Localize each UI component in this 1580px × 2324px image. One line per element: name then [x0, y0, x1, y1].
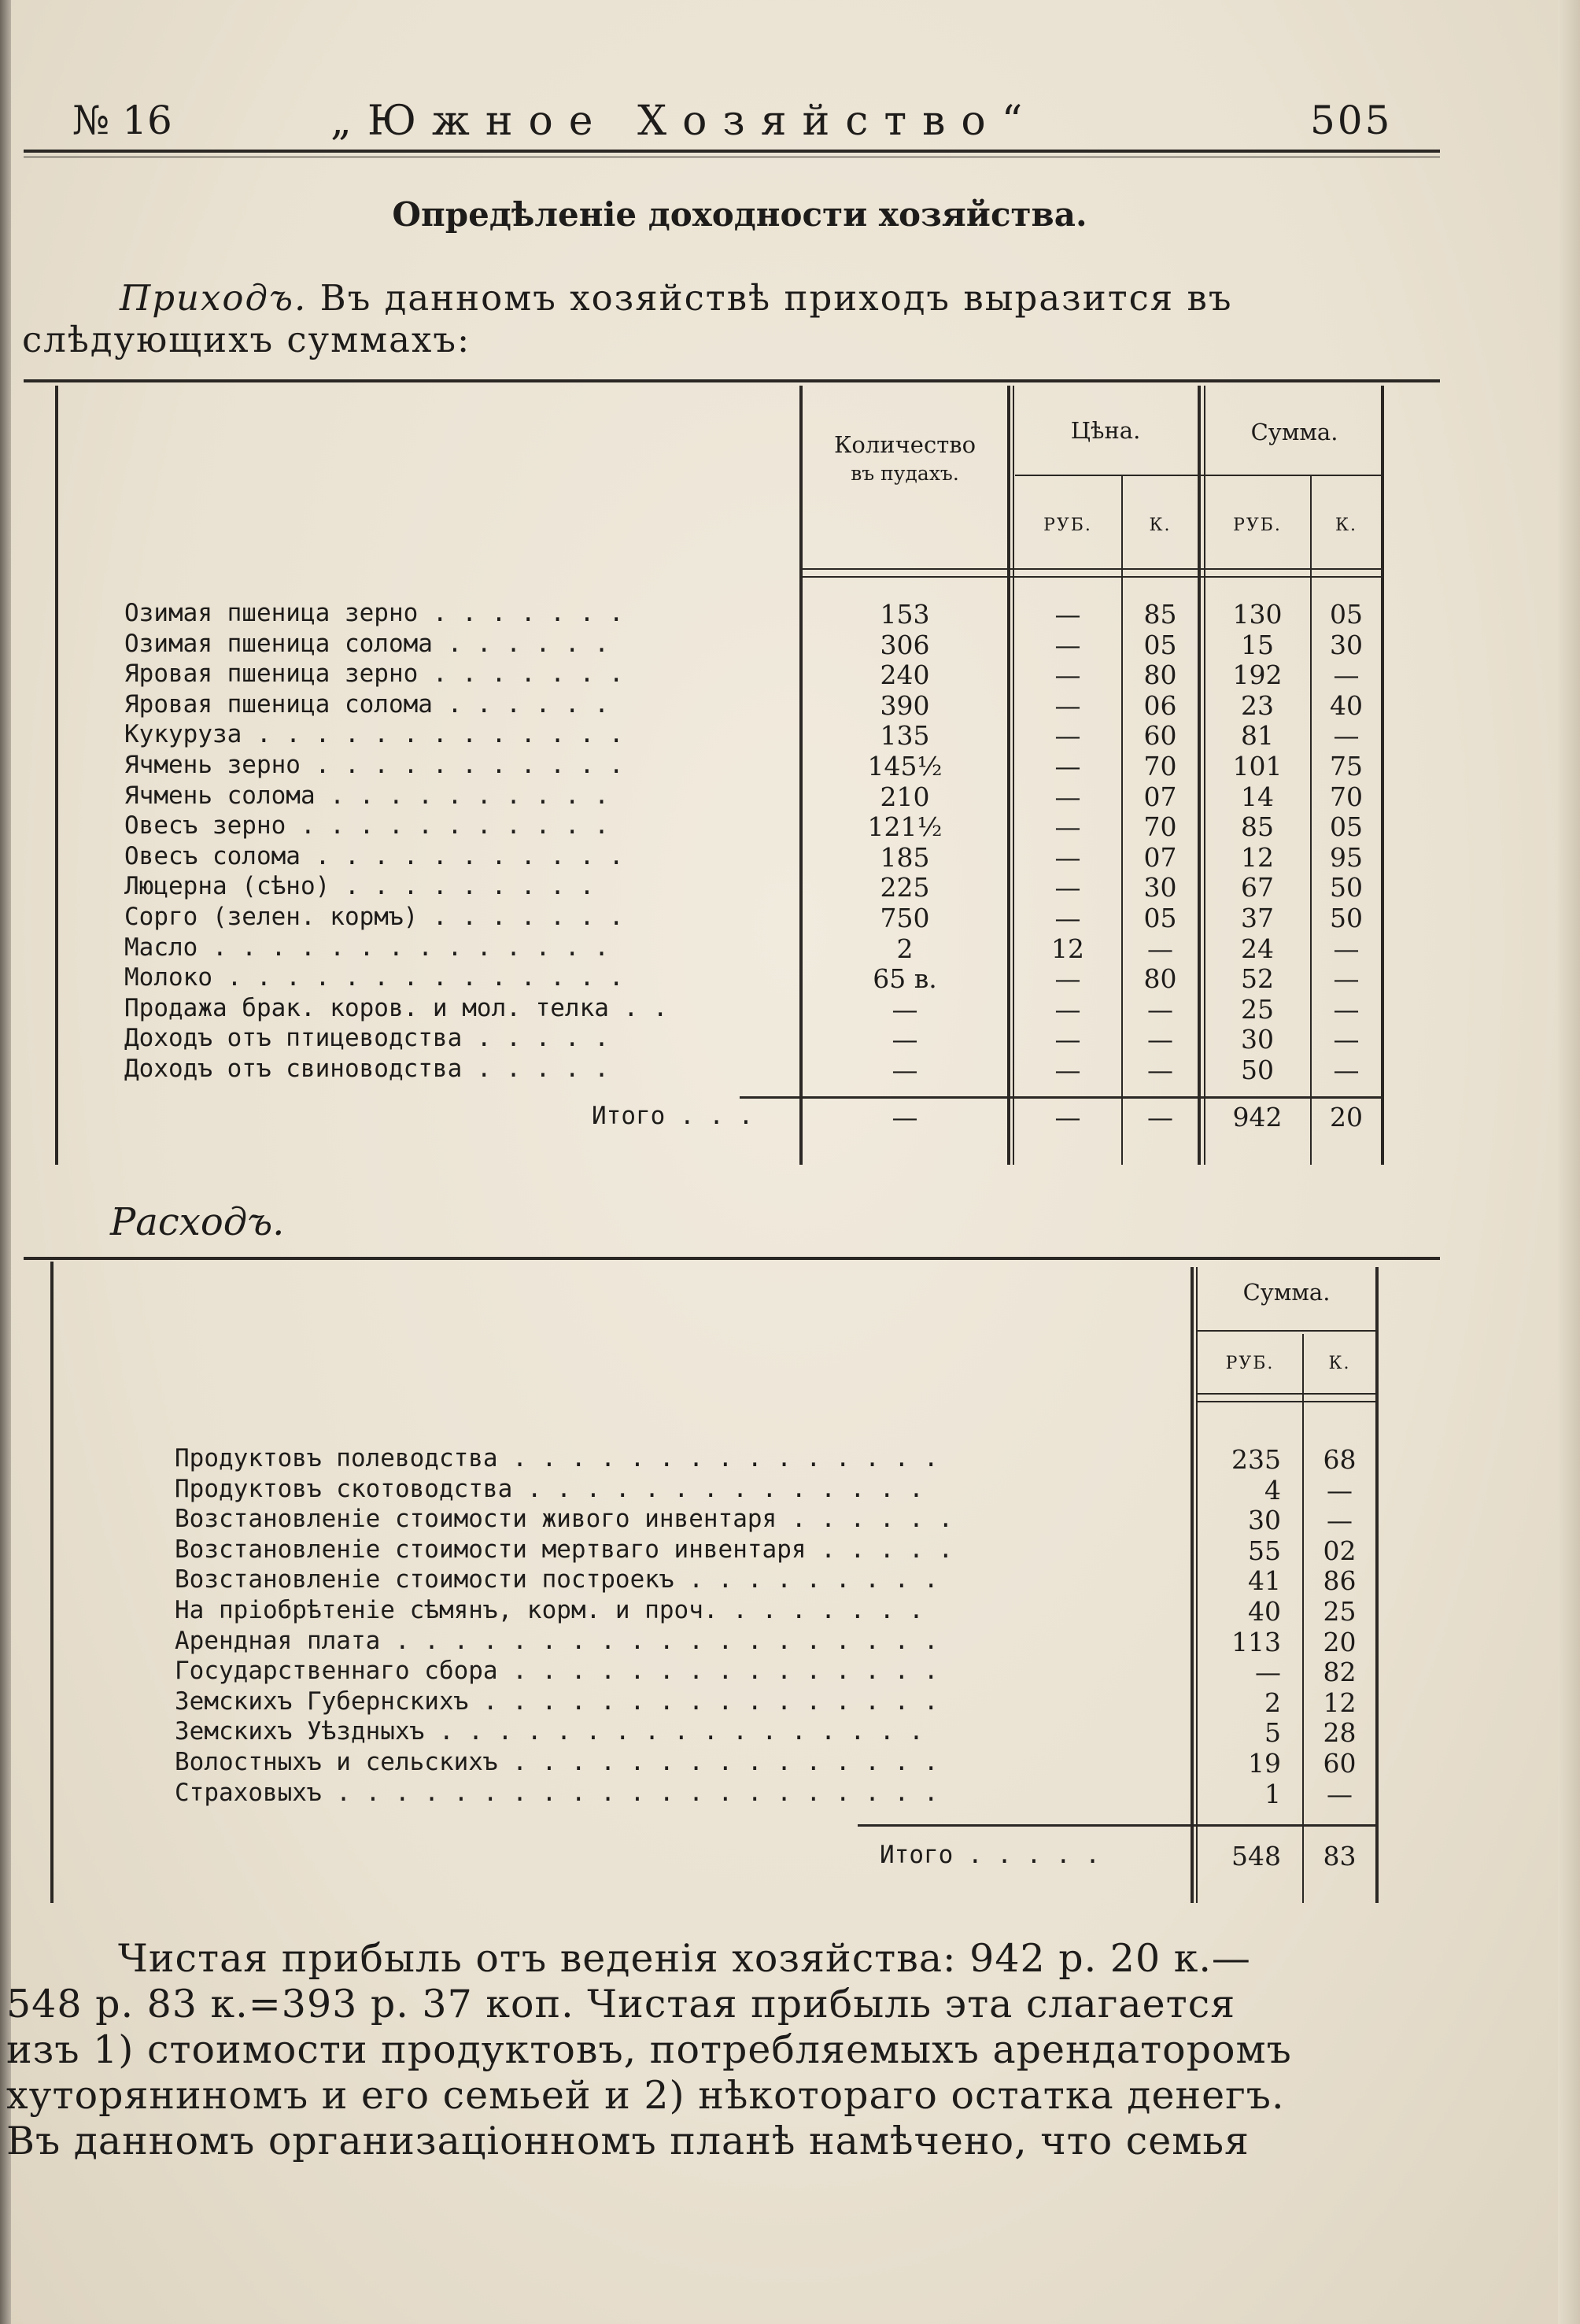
income-row-price-rub: — [1054, 720, 1081, 751]
income-row-label: Ячмень солома . . . . . . . . . . [124, 781, 609, 810]
expense-row-label: Земскихъ Губернскихъ . . . . . . . . . . . . . . . . [175, 1687, 939, 1716]
section-title: Опредѣленіе доходности хозяйства. [392, 195, 1087, 234]
income-row-sum-rub: 37 [1241, 903, 1274, 933]
expense-total-label: Итого . . . . . [880, 1841, 1100, 1869]
income-row-sum-rub: 14 [1241, 781, 1274, 812]
income-row-price-kop: 05 [1143, 630, 1177, 660]
income-row-price-rub: — [1054, 963, 1081, 994]
income-row-price-rub: — [1054, 903, 1081, 933]
expense-header-rule [1198, 1393, 1377, 1395]
income-row-price-rub: — [1054, 781, 1081, 812]
page-number: 505 [1310, 98, 1393, 143]
income-row-price-kop: — [1147, 1055, 1173, 1085]
income-row-price-kop: 06 [1143, 690, 1177, 721]
col-price-header: Цѣна. [1070, 417, 1141, 444]
income-row-price-kop: 07 [1143, 842, 1177, 873]
income-total-sum-kop: 20 [1330, 1102, 1363, 1132]
income-row-sum-rub: 192 [1232, 660, 1283, 690]
income-right-rule [1381, 386, 1384, 1165]
income-row-qty: 153 [880, 599, 930, 630]
expense-col-rule-label [1191, 1267, 1194, 1903]
income-row-price-kop: 85 [1143, 599, 1177, 630]
income-row-sum-rub: 101 [1232, 751, 1283, 781]
expense-row-label: Волостныхъ и сельскихъ . . . . . . . . . . . . . . . [175, 1748, 939, 1776]
expense-row-sum-kop: — [1327, 1475, 1353, 1506]
income-row-qty: 135 [880, 720, 930, 751]
paragraph-line-2: 548 р. 83 к.=393 р. 37 коп. Чистая прибыль эта слагается [6, 1982, 1236, 2027]
income-row-label: Масло . . . . . . . . . . . . . . [124, 933, 609, 962]
expense-sum-header: Сумма. [1242, 1279, 1331, 1306]
income-row-label: Молоко . . . . . . . . . . . . . . [124, 963, 624, 992]
income-table-top-rule [24, 379, 1440, 382]
income-row-label: Доходъ отъ свиноводства . . . . . [124, 1055, 609, 1083]
journal-title: „Южное Хозяйство“ [330, 98, 1039, 145]
income-header-rule-b [801, 576, 1383, 578]
expense-subheader-rule [1198, 1330, 1377, 1332]
income-total-label: Итого . . . [592, 1102, 754, 1130]
income-row-sum-rub: 23 [1241, 690, 1274, 721]
expense-row-sum-rub: 41 [1248, 1565, 1281, 1596]
page-edge [1558, 0, 1580, 2324]
income-row-qty: 750 [880, 903, 930, 933]
expense-row-sum-rub: 4 [1264, 1475, 1281, 1506]
sum-kop-header: К. [1335, 515, 1358, 535]
income-row-price-kop: — [1147, 933, 1173, 964]
income-row-sum-rub: 81 [1241, 720, 1274, 751]
income-row-sum-kop: — [1333, 1055, 1360, 1085]
income-row-price-kop: — [1147, 994, 1173, 1025]
income-row-qty: 225 [880, 872, 930, 903]
income-row-label: Озимая пшеница зерно . . . . . . . [124, 599, 624, 627]
expense-row-label: Возстановленіе стоимости живого инвентаря . . . . . . [175, 1505, 954, 1533]
income-row-qty: — [892, 1055, 918, 1085]
income-row-price-kop: 70 [1143, 811, 1177, 842]
header-rule [24, 150, 1440, 153]
income-row-price-kop: 05 [1143, 903, 1177, 933]
expense-row-sum-kop: 12 [1323, 1687, 1357, 1718]
income-row-label: Овесъ зерно . . . . . . . . . . . [124, 811, 609, 840]
expense-row-label: Арендная плата . . . . . . . . . . . . . . . . . . . [175, 1627, 939, 1655]
income-row-sum-kop: 40 [1330, 690, 1363, 721]
income-row-sum-kop: 95 [1330, 842, 1363, 873]
income-row-sum-rub: 12 [1241, 842, 1274, 873]
expense-row-sum-rub: — [1255, 1657, 1281, 1687]
sum-rub-header: РУБ. [1233, 515, 1282, 535]
income-row-label: Яровая пшеница зерно . . . . . . . [124, 660, 624, 688]
expense-row-sum-kop: 82 [1323, 1657, 1357, 1687]
income-row-sum-rub: 130 [1232, 599, 1283, 630]
income-row-price-rub: — [1054, 1055, 1081, 1085]
income-left-rule [55, 386, 58, 1165]
income-col-rule-qty-b [1013, 386, 1014, 1165]
income-row-label: Доходъ отъ птицеводства . . . . . [124, 1024, 609, 1052]
income-row-label: Ячмень зерно . . . . . . . . . . . [124, 751, 624, 779]
income-row-sum-kop: 05 [1330, 599, 1363, 630]
income-row-price-rub: — [1054, 630, 1081, 660]
expense-row-label: Земскихъ Уѣздныхъ . . . . . . . . . . . . . . . . . [175, 1717, 924, 1746]
expense-row-sum-rub: 2 [1264, 1687, 1281, 1718]
expense-total-sum-kop: 83 [1323, 1841, 1357, 1871]
income-row-price-kop: 70 [1143, 751, 1177, 781]
income-row-label: Яровая пшеница солома . . . . . . [124, 690, 609, 719]
income-total-rule [740, 1096, 1383, 1099]
expense-total-sum-rub: 548 [1231, 1841, 1281, 1871]
income-row-qty: — [892, 1024, 918, 1055]
income-col-rule-qty [1007, 386, 1010, 1165]
income-row-sum-kop: — [1333, 963, 1360, 994]
expense-row-sum-rub: 235 [1231, 1444, 1281, 1475]
price-kop-header: К. [1149, 515, 1172, 535]
income-row-qty: 65 в. [873, 963, 937, 994]
expense-row-sum-kop: — [1327, 1505, 1353, 1535]
expense-heading: Расходъ. [110, 1200, 285, 1244]
income-row-price-rub: — [1054, 872, 1081, 903]
income-row-price-rub: — [1054, 811, 1081, 842]
income-row-sum-rub: 50 [1241, 1055, 1274, 1085]
expense-row-label: На пріобрѣтеніе сѣмянъ, корм. и проч. . . . . . . . [175, 1596, 924, 1624]
income-row-qty: 185 [880, 842, 930, 873]
income-row-qty: 145½ [867, 751, 943, 781]
income-row-price-rub: 12 [1051, 933, 1084, 964]
income-row-sum-kop: — [1333, 1024, 1360, 1055]
income-row-sum-kop: 50 [1330, 872, 1363, 903]
expense-row-sum-kop: — [1327, 1779, 1353, 1809]
expense-row-sum-kop: 28 [1323, 1717, 1357, 1748]
income-subheader-rule [1015, 475, 1383, 476]
expense-row-sum-rub: 30 [1248, 1505, 1281, 1535]
income-row-sum-rub: 15 [1241, 630, 1274, 660]
income-row-price-kop: 30 [1143, 872, 1177, 903]
income-row-sum-kop: 50 [1330, 903, 1363, 933]
income-row-price-kop: 80 [1143, 660, 1177, 690]
income-row-sum-kop: — [1333, 660, 1360, 690]
issue-number: № 16 [72, 98, 172, 143]
income-row-price-rub: — [1054, 690, 1081, 721]
intro-text: Въ данномъ хозяйствѣ приходъ выразится въ [319, 277, 1233, 319]
income-row-sum-rub: 85 [1241, 811, 1274, 842]
expense-row-sum-rub: 55 [1248, 1535, 1281, 1566]
col-quantity-header: Количество въ пудахъ. [833, 431, 976, 485]
price-rub-header: РУБ. [1043, 515, 1092, 535]
expense-row-sum-rub: 1 [1264, 1779, 1281, 1809]
income-total-price-kop: — [1147, 1102, 1173, 1132]
income-row-price-rub: — [1054, 1024, 1081, 1055]
income-row-price-rub: — [1054, 599, 1081, 630]
income-row-qty: 210 [880, 781, 930, 812]
income-row-sum-rub: 52 [1241, 963, 1274, 994]
expense-row-sum-rub: 19 [1248, 1748, 1281, 1779]
expense-total-rule [858, 1824, 1377, 1827]
expense-row-label: Государственнаго сбора . . . . . . . . . . . . . . . [175, 1657, 939, 1685]
expense-row-sum-rub: 40 [1248, 1596, 1281, 1627]
income-col-rule-pricesum [1198, 386, 1201, 1165]
income-total-qty: — [892, 1102, 918, 1132]
income-row-qty: 240 [880, 660, 930, 690]
expense-row-sum-kop: 68 [1323, 1444, 1357, 1475]
income-row-qty: 2 [896, 933, 914, 964]
income-row-label: Люцерна (сѣно) . . . . . . . . . [124, 872, 595, 900]
expense-row-label: Возстановленіе стоимости мертваго инвентаря . . . . . [175, 1535, 954, 1564]
income-row-price-rub: — [1054, 660, 1081, 690]
income-row-sum-rub: 25 [1241, 994, 1274, 1025]
income-row-price-kop: 07 [1143, 781, 1177, 812]
income-row-label: Озимая пшеница солома . . . . . . [124, 630, 609, 658]
income-total-sum-rub: 942 [1232, 1102, 1283, 1132]
paragraph-line-4: хуторяниномъ и его семьей и 2) нѣкотораго остатка денегъ. [6, 2073, 1285, 2118]
expense-row-label: Продуктовъ полеводства . . . . . . . . . . . . . . . [175, 1444, 939, 1472]
income-row-sum-kop: — [1333, 933, 1360, 964]
income-row-price-rub: — [1054, 842, 1081, 873]
income-row-qty: — [892, 994, 918, 1025]
income-row-label: Продажа брак. коров. и мол. телка . . [124, 994, 668, 1022]
expense-kop-header: К. [1328, 1354, 1351, 1373]
expense-row-sum-rub: 113 [1231, 1627, 1281, 1657]
expense-row-sum-kop: 60 [1323, 1748, 1357, 1779]
income-row-sum-rub: 67 [1241, 872, 1274, 903]
intro-line-1 [120, 277, 1232, 319]
income-row-sum-kop: — [1333, 720, 1360, 751]
income-row-sum-kop: 05 [1330, 811, 1363, 842]
income-row-sum-kop: — [1333, 994, 1360, 1025]
expense-row-label: Страховыхъ . . . . . . . . . . . . . . . . . . . . . [175, 1779, 939, 1807]
col-sum-header: Сумма. [1250, 419, 1338, 445]
expense-rub-header: РУБ. [1225, 1354, 1275, 1373]
income-total-price-rub: — [1054, 1102, 1081, 1132]
income-row-price-rub: — [1054, 751, 1081, 781]
expense-row-sum-kop: 20 [1323, 1627, 1357, 1657]
paragraph-line-3: изъ 1) стоимости продуктовъ, потребляемыхъ арендаторомъ [6, 2027, 1292, 2072]
income-row-sum-rub: 30 [1241, 1024, 1274, 1055]
intro-line-2: слѣдующихъ суммахъ: [22, 319, 471, 360]
income-row-qty: 306 [880, 630, 930, 660]
income-row-price-kop: 80 [1143, 963, 1177, 994]
expense-right-rule [1375, 1267, 1379, 1903]
paragraph-line-5: Въ данномъ организаціонномъ планѣ намѣчено, что семья [6, 2119, 1250, 2163]
income-row-price-rub: — [1054, 994, 1081, 1025]
income-row-qty: 121½ [867, 811, 943, 842]
expense-row-label: Возстановленіе стоимости построекъ . . . . . . . . . [175, 1565, 939, 1594]
expense-row-label: Продуктовъ скотоводства . . . . . . . . . . . . . . [175, 1475, 924, 1503]
income-row-label: Кукуруза . . . . . . . . . . . . . [124, 720, 624, 748]
paragraph-line-1: Чистая прибыль отъ веденія хозяйства: 942 р. 20 к.— [118, 1936, 1251, 1981]
income-header-rule [801, 568, 1383, 570]
expense-row-sum-rub: 5 [1264, 1717, 1281, 1748]
expense-row-sum-kop: 02 [1323, 1535, 1357, 1566]
income-row-qty: 390 [880, 690, 930, 721]
expense-row-sum-kop: 25 [1323, 1596, 1357, 1627]
income-row-label: Овесъ солома . . . . . . . . . . . [124, 842, 624, 870]
expense-row-sum-kop: 86 [1323, 1565, 1357, 1596]
income-row-sum-kop: 70 [1330, 781, 1363, 812]
expense-table-top-rule [24, 1257, 1440, 1260]
income-row-price-kop: 60 [1143, 720, 1177, 751]
income-row-sum-kop: 75 [1330, 751, 1363, 781]
income-row-sum-kop: 30 [1330, 630, 1363, 660]
income-row-sum-rub: 24 [1241, 933, 1274, 964]
expense-left-rule [50, 1262, 54, 1903]
book-spine-shadow [0, 0, 11, 2324]
income-row-price-kop: — [1147, 1024, 1173, 1055]
expense-header-rule-b [1198, 1401, 1377, 1402]
income-row-label: Сорго (зелен. кормъ) . . . . . . . [124, 903, 624, 931]
income-heading: Приходъ. [120, 277, 308, 319]
